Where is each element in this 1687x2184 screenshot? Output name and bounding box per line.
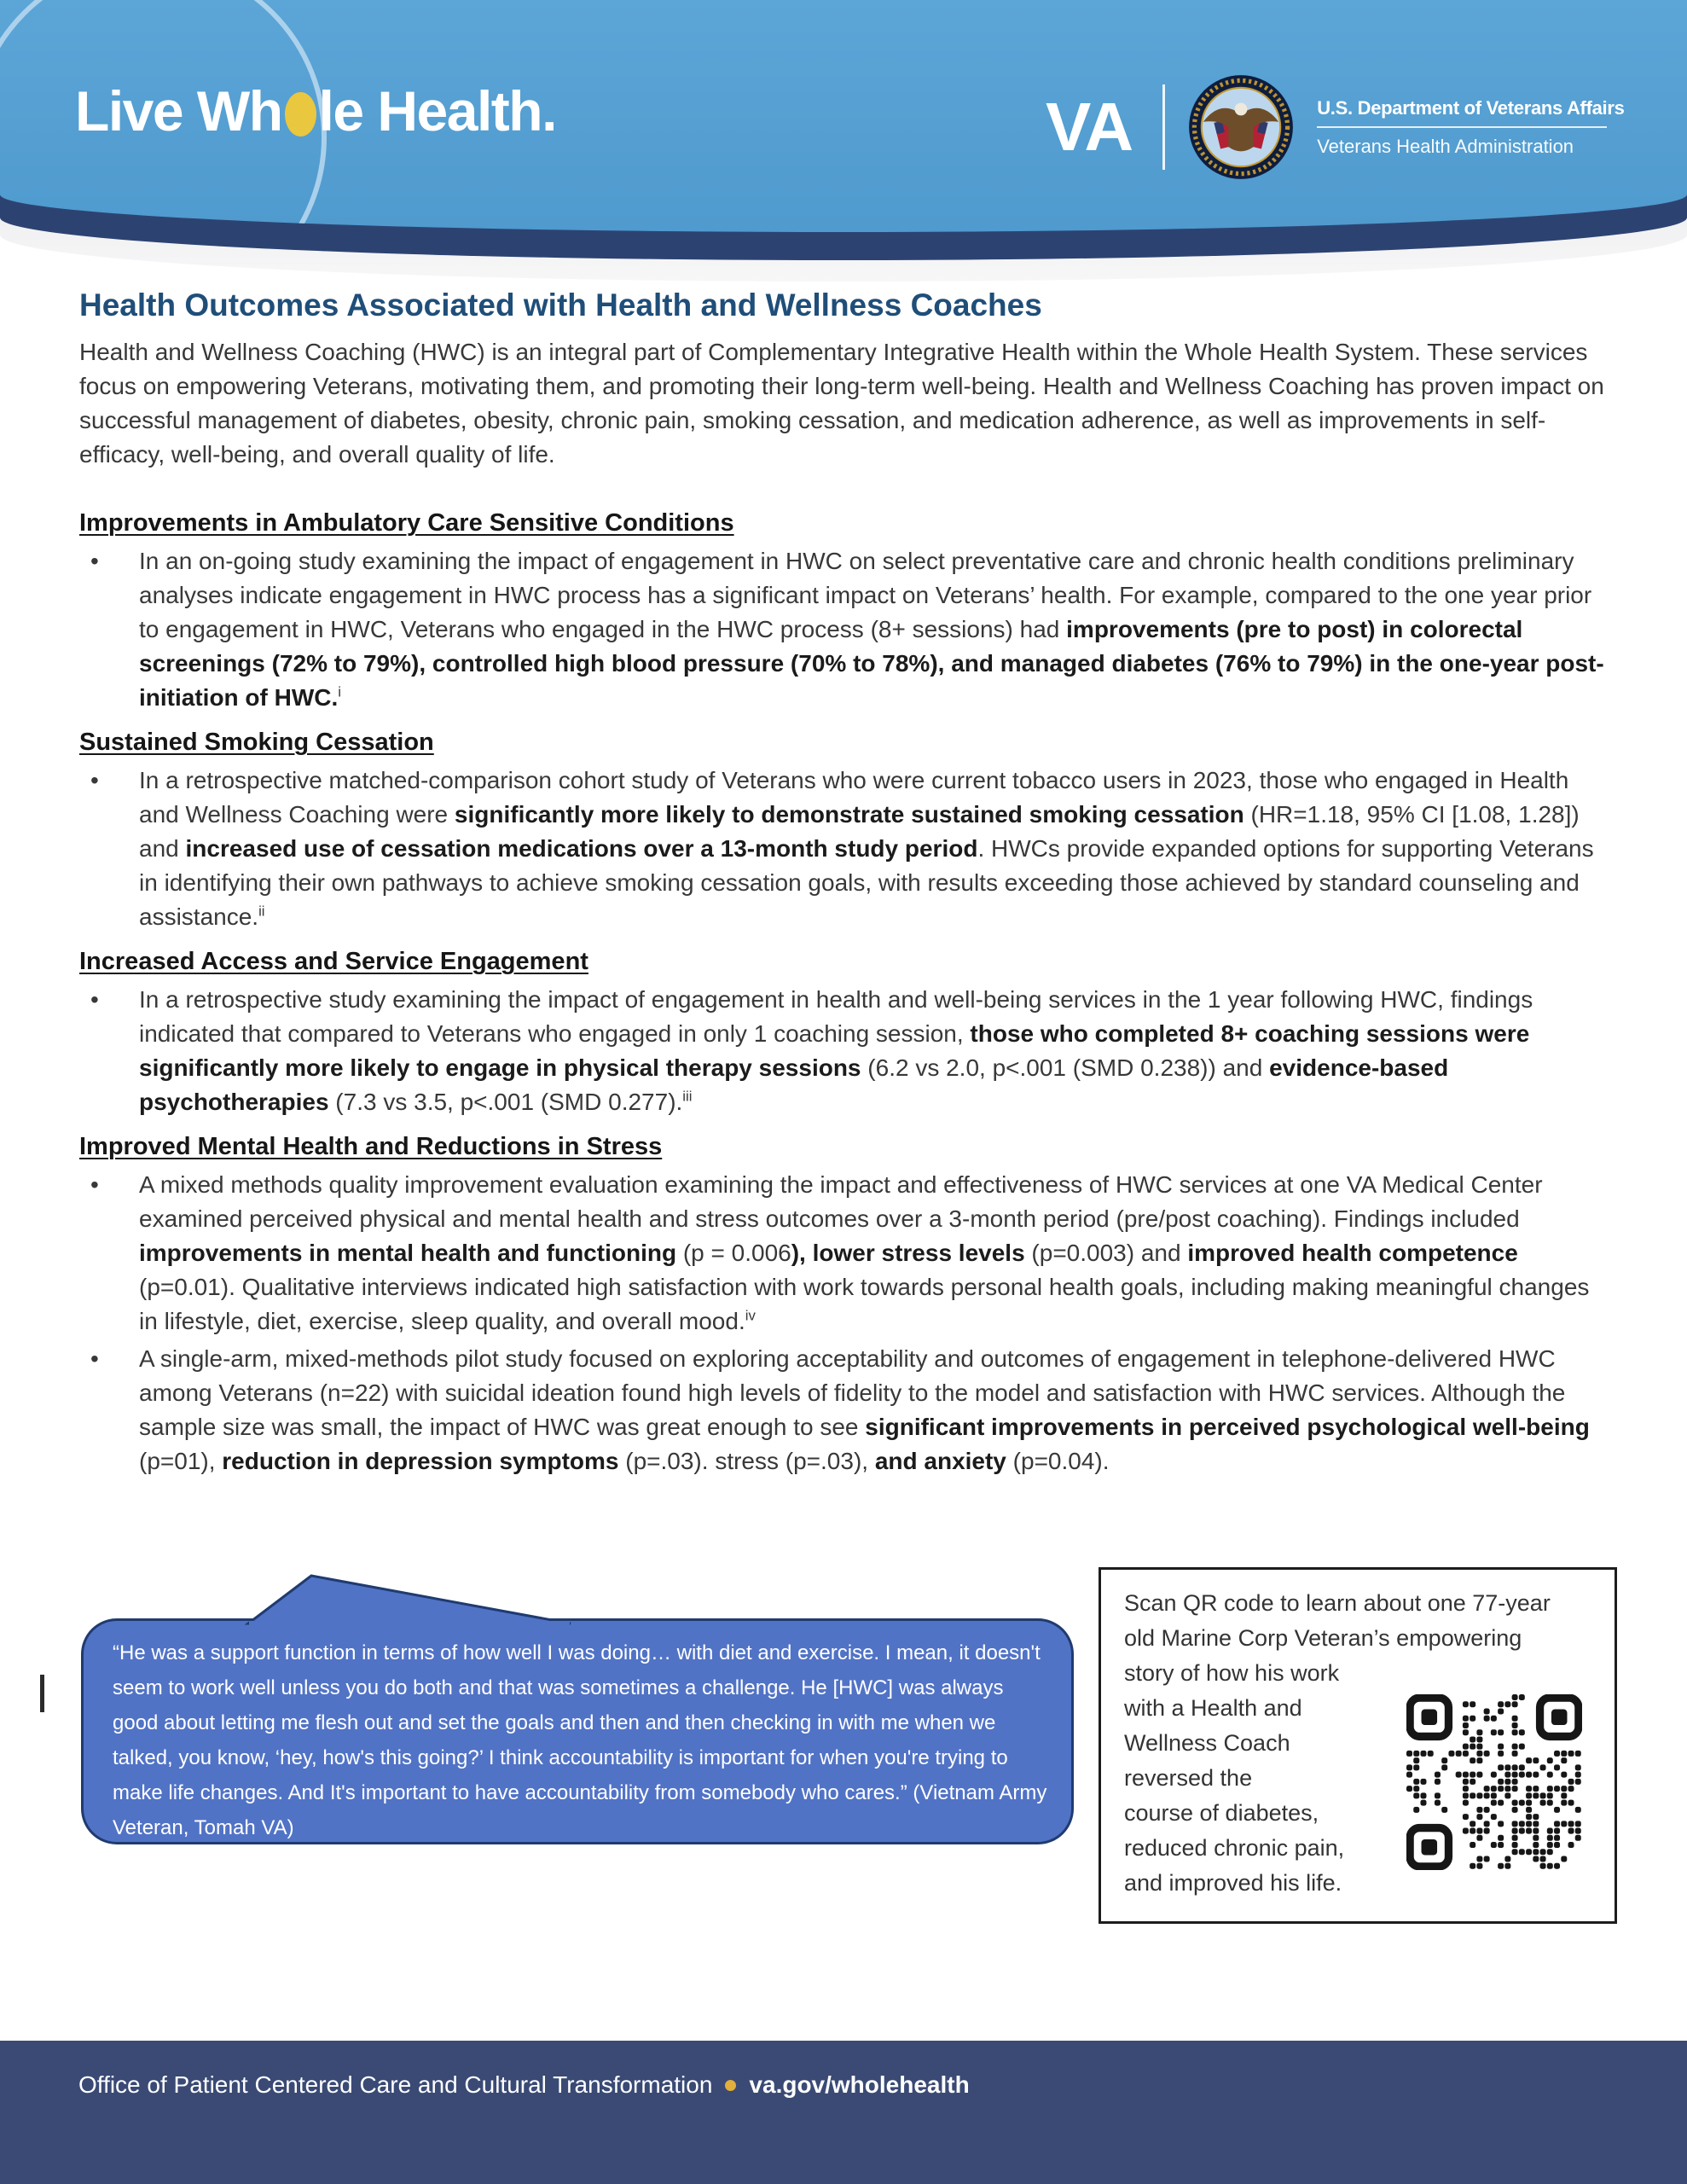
footer-office-name: Office of Patient Centered Care and Cultural Transformation [78,2071,713,2098]
bullet-text: A mixed methods quality improvement evaluation examining the impact and effectiveness of HWC services at one VA Medical Center examined perceived physical and mental health and stress outcomes over a 3-month period (pre/post coaching). Findings included improvements in mental health and functioning (p = 0.006), lower stress levels (p=0.003) and improved health competence (p=0.01). Qualitative interviews indicated high satisfaction with work towards personal health goals, including making meaningful changes in lifestyle, diet, exercise, sleep quality, and overall mood.$^{iv}$ [139,1171,1590,1334]
va-lockup [1046,73,1625,181]
bullet-text: In an on-going study examining the impact of engagement in HWC on select preventative care and chronic health conditions preliminary analyses indicate engagement in HWC process has a significant impact on Veterans’ health. For example, compared to the one year prior to engagement in HWC, Veterans who engaged in the HWC process (8+ sessions) had improvements (pre to post) in colorectal screenings (72% to 79%), controlled high blood pressure (70% to 78%), and managed diabetes (76% to 79%) in the one-year post-initiation of HWC.$^i$ [139,548,1604,711]
bullet-text: In a retrospective matched-comparison cohort study of Veterans who were current tobacco users in 2023, those who engaged in Health and Wellness Coaching were significantly more likely to demonstrate sustained smoking cessation (HR=1.18, 95% CI [1.08, 1.28]) and increased use of cessation medications over a 13-month study period. HWCs provide expanded options for supporting Veterans in identifying their own pathways to achieve smoking cessation goals, with results exceeding those achieved by standard counseling and assistance.$^{ii}$ [139,767,1594,930]
va-logo: VA [1046,89,1133,165]
admin-name: Veterans Health Administration [1317,135,1574,157]
dept-divider-line [1317,126,1607,128]
header-banner [0,0,1687,290]
text-cursor-artifact [40,1675,44,1712]
bullet-marker: • [90,1171,99,1198]
page-title: Health Outcomes Associated with Health and Wellness Coaches [79,288,1042,322]
bullet-text: In a retrospective study examining the impact of engagement in health and well-being services in the 1 year following HWC, findings indicated that compared to Veterans who engaged in only 1 coaching session, those who completed 8+ coaching sessions were significantly more likely to engage in physical therapy sessions (6.2 vs 2.0, p<.001 (SMD 0.238)) and evidence-based psychotherapies (7.3 vs 3.5, p<.001 (SMD 0.277).$^{iii}$ [139,986,1533,1115]
intro-paragraph: Health and Wellness Coaching (HWC) is an integral part of Complementary Integrative Health within the Whole Health System. These services focus on empowering Veterans, motivating them, and promoting their long-term well-being. Health and Wellness Coaching has proven impact on successful management of diabetes, obesity, chronic pain, smoking cessation, and medication adherence, as well as improvements in self-efficacy, well-being, and overall quality of life. [79,339,1604,468]
bullet-item [79,544,1608,715]
logo-text-pre: Live Wh [75,79,282,142]
bullet-item [79,764,1608,934]
bullet-item [79,1168,1608,1339]
document-body [79,287,1608,1482]
veteran-quote-bubble [81,1618,1074,1844]
qr-callout-box [1099,1567,1617,1924]
live-whole-health-logo [75,78,556,143]
va-seal-icon [1187,73,1295,181]
veteran-quote-text: “He was a support function in terms of how well I was doing… with diet and exercise. I mean, it doesn't seem to work well unless you do both and that was sometimes a challenge. He [HWC] was always good about letting me flesh out and set the goals and then and then checking in with me when we talked, you know, ‘hey, how's this going?’ I think accountability is important for when you're trying to make life changes. And It's important to have accountability from somebody who cares.” (Vietnam Army Veteran, Tomah VA) [113,1641,1047,1839]
bullet-marker: • [90,548,99,574]
bullet-marker: • [90,1345,99,1372]
speech-bubble-tail [237,1573,664,1624]
dept-name: U.S. Department of Veterans Affairs [1317,96,1625,119]
section-heading-smoking-cessation: Sustained Smoking Cessation [79,729,434,756]
qr-code [1406,1694,1582,1870]
bullet-marker: • [90,986,99,1013]
logo-text-post: le Health. [318,79,556,142]
footer-link[interactable]: va.gov/wholehealth [749,2071,970,2098]
section-heading-ambulatory-care: Improvements in Ambulatory Care Sensitive Conditions [79,509,734,537]
section-heading-mental-health: Improved Mental Health and Reductions in Stress [79,1133,663,1160]
dept-text-block [1317,97,1624,158]
logo-o-dot [285,92,316,136]
bullet-item [79,983,1608,1119]
va-separator-line [1162,84,1165,170]
bullet-marker: • [90,767,99,793]
footer-band [0,2041,1687,2184]
header-curve-blue [0,0,1687,232]
bullet-text: A single-arm, mixed-methods pilot study focused on exploring acceptability and outcomes of engagement in telephone-delivered HWC among Veterans (n=22) with suicidal ideation found high levels of fidelity to the model and satisfaction with HWC services. Although the sample size was small, the impact of HWC was great enough to see significant improvements in perceived psychological well-being (p=01), reduction in depression symptoms (p=.03). stress (p=.03), and anxiety (p=0.04). [139,1345,1590,1474]
gold-dot-separator [725,2080,736,2091]
qr-caption: Scan QR code to learn about one 77-year old Marine Corp Veteran’s empowering story of how his work with a Health and Wellness Coach reversed the course of diabetes, reduced chronic pain, and improved his life. [1124,1590,1551,1896]
section-heading-access-engagement: Increased Access and Service Engagement [79,948,588,975]
bullet-item [79,1342,1608,1478]
footer-content [0,2041,1687,2099]
